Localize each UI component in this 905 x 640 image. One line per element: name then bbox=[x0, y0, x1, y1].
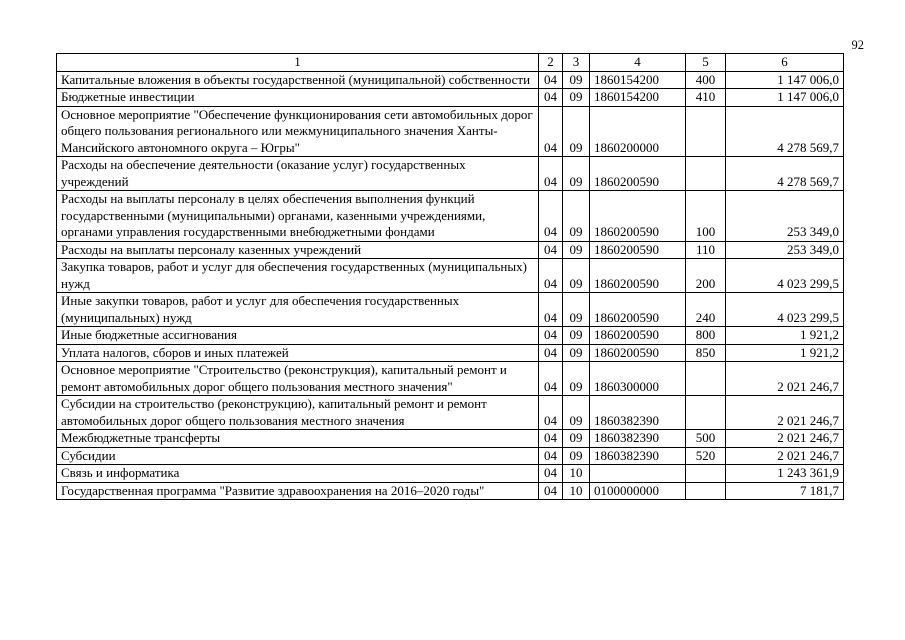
amount: 1 243 361,9 bbox=[726, 465, 844, 483]
amount: 2 021 246,7 bbox=[726, 362, 844, 396]
target-code: 1860382390 bbox=[590, 447, 686, 465]
table-row bbox=[57, 293, 844, 327]
section-code: 04 bbox=[539, 157, 563, 191]
expense-type-code: 100 bbox=[686, 191, 726, 242]
section-code: 04 bbox=[539, 327, 563, 345]
subsection-code: 10 bbox=[563, 482, 590, 500]
expense-type-code: 240 bbox=[686, 293, 726, 327]
section-code: 04 bbox=[539, 465, 563, 483]
target-code: 1860200590 bbox=[590, 344, 686, 362]
amount: 253 349,0 bbox=[726, 191, 844, 242]
expense-type-code: 500 bbox=[686, 430, 726, 448]
table-row bbox=[57, 465, 844, 483]
subsection-code: 09 bbox=[563, 259, 590, 293]
expense-type-code: 850 bbox=[686, 344, 726, 362]
subsection-code: 09 bbox=[563, 430, 590, 448]
amount: 4 278 569,7 bbox=[726, 106, 844, 157]
amount: 2 021 246,7 bbox=[726, 447, 844, 465]
subsection-code: 09 bbox=[563, 396, 590, 430]
amount: 1 147 006,0 bbox=[726, 71, 844, 89]
section-code: 04 bbox=[539, 482, 563, 500]
target-code: 1860200590 bbox=[590, 259, 686, 293]
expense-type-code: 110 bbox=[686, 241, 726, 259]
section-code: 04 bbox=[539, 396, 563, 430]
table-row bbox=[57, 191, 844, 242]
subsection-code: 09 bbox=[563, 89, 590, 107]
table-row bbox=[57, 157, 844, 191]
section-code: 04 bbox=[539, 259, 563, 293]
expense-type-code: 410 bbox=[686, 89, 726, 107]
section-code: 04 bbox=[539, 241, 563, 259]
target-code: 1860200590 bbox=[590, 191, 686, 242]
target-code: 1860154200 bbox=[590, 89, 686, 107]
page-number: 92 bbox=[851, 38, 864, 52]
header-row bbox=[57, 54, 844, 72]
target-code: 1860154200 bbox=[590, 71, 686, 89]
subsection-code: 09 bbox=[563, 191, 590, 242]
section-code: 04 bbox=[539, 191, 563, 242]
amount: 4 023 299,5 bbox=[726, 259, 844, 293]
section-code: 04 bbox=[539, 106, 563, 157]
table-row bbox=[57, 89, 844, 107]
table-row bbox=[57, 396, 844, 430]
subsection-code: 09 bbox=[563, 71, 590, 89]
table-row bbox=[57, 447, 844, 465]
target-code: 1860382390 bbox=[590, 430, 686, 448]
section-code: 04 bbox=[539, 293, 563, 327]
amount: 2 021 246,7 bbox=[726, 430, 844, 448]
target-code: 1860200590 bbox=[590, 157, 686, 191]
amount: 253 349,0 bbox=[726, 241, 844, 259]
item-name: Расходы на обеспечение деятельности (оказание услуг) государственных учреждений bbox=[57, 157, 539, 191]
expense-type-code: 400 bbox=[686, 71, 726, 89]
column-header-subsection: 3 bbox=[563, 54, 590, 72]
subsection-code: 09 bbox=[563, 327, 590, 345]
section-code: 04 bbox=[539, 362, 563, 396]
amount: 1 921,2 bbox=[726, 327, 844, 345]
item-name: Связь и информатика bbox=[57, 465, 539, 483]
table-row bbox=[57, 327, 844, 345]
table-row bbox=[57, 430, 844, 448]
table-row bbox=[57, 259, 844, 293]
item-name: Бюджетные инвестиции bbox=[57, 89, 539, 107]
item-name: Субсидии на строительство (реконструкцию), капитальный ремонт и ремонт автомобильных дорог общего пользования местного значения bbox=[57, 396, 539, 430]
table-row bbox=[57, 344, 844, 362]
table-row bbox=[57, 71, 844, 89]
section-code: 04 bbox=[539, 430, 563, 448]
subsection-code: 09 bbox=[563, 362, 590, 396]
subsection-code: 10 bbox=[563, 465, 590, 483]
column-header-section: 2 bbox=[539, 54, 563, 72]
budget-table bbox=[56, 53, 844, 500]
amount: 1 921,2 bbox=[726, 344, 844, 362]
item-name: Государственная программа "Развитие здравоохранения на 2016–2020 годы" bbox=[57, 482, 539, 500]
section-code: 04 bbox=[539, 447, 563, 465]
expense-type-code: 200 bbox=[686, 259, 726, 293]
item-name: Капитальные вложения в объекты государственной (муниципальной) собственности bbox=[57, 71, 539, 89]
subsection-code: 09 bbox=[563, 447, 590, 465]
expense-type-code bbox=[686, 482, 726, 500]
subsection-code: 09 bbox=[563, 157, 590, 191]
amount: 1 147 006,0 bbox=[726, 89, 844, 107]
item-name: Расходы на выплаты персоналу казенных учреждений bbox=[57, 241, 539, 259]
subsection-code: 09 bbox=[563, 241, 590, 259]
column-header-name: 1 bbox=[57, 54, 539, 72]
table-row bbox=[57, 362, 844, 396]
subsection-code: 09 bbox=[563, 106, 590, 157]
section-code: 04 bbox=[539, 344, 563, 362]
target-code: 0100000000 bbox=[590, 482, 686, 500]
item-name: Иные бюджетные ассигнования bbox=[57, 327, 539, 345]
expense-type-code bbox=[686, 362, 726, 396]
expense-type-code bbox=[686, 106, 726, 157]
subsection-code: 09 bbox=[563, 293, 590, 327]
table-row bbox=[57, 106, 844, 157]
table-row bbox=[57, 241, 844, 259]
item-name: Основное мероприятие "Обеспечение функционирования сети автомобильных дорог общего пользования регионального или межмуниципального значения Ханты-Мансийского автономного округа – Югры" bbox=[57, 106, 539, 157]
item-name: Закупка товаров, работ и услуг для обеспечения государственных (муниципальных) нужд bbox=[57, 259, 539, 293]
item-name: Уплата налогов, сборов и иных платежей bbox=[57, 344, 539, 362]
item-name: Межбюджетные трансферты bbox=[57, 430, 539, 448]
target-code: 1860200000 bbox=[590, 106, 686, 157]
item-name: Расходы на выплаты персоналу в целях обеспечения выполнения функций государственными (муниципальными) органами, казенными учреждениями, органами управления государственными внебюджетными фондами bbox=[57, 191, 539, 242]
target-code: 1860200590 bbox=[590, 293, 686, 327]
column-header-target-code: 4 bbox=[590, 54, 686, 72]
item-name: Иные закупки товаров, работ и услуг для обеспечения государственных (муниципальных) нужд bbox=[57, 293, 539, 327]
item-name: Субсидии bbox=[57, 447, 539, 465]
target-code: 1860382390 bbox=[590, 396, 686, 430]
amount: 2 021 246,7 bbox=[726, 396, 844, 430]
amount: 7 181,7 bbox=[726, 482, 844, 500]
subsection-code: 09 bbox=[563, 344, 590, 362]
target-code: 1860300000 bbox=[590, 362, 686, 396]
column-header-amount: 6 bbox=[726, 54, 844, 72]
expense-type-code bbox=[686, 396, 726, 430]
section-code: 04 bbox=[539, 71, 563, 89]
amount: 4 023 299,5 bbox=[726, 293, 844, 327]
expense-type-code bbox=[686, 157, 726, 191]
amount: 4 278 569,7 bbox=[726, 157, 844, 191]
target-code bbox=[590, 465, 686, 483]
expense-type-code: 800 bbox=[686, 327, 726, 345]
column-header-expense-type: 5 bbox=[686, 54, 726, 72]
target-code: 1860200590 bbox=[590, 241, 686, 259]
expense-type-code: 520 bbox=[686, 447, 726, 465]
item-name: Основное мероприятие "Строительство (реконструкция), капитальный ремонт и ремонт автомобильных дорог общего пользования местного значения" bbox=[57, 362, 539, 396]
target-code: 1860200590 bbox=[590, 327, 686, 345]
expense-type-code bbox=[686, 465, 726, 483]
section-code: 04 bbox=[539, 89, 563, 107]
table-row bbox=[57, 482, 844, 500]
